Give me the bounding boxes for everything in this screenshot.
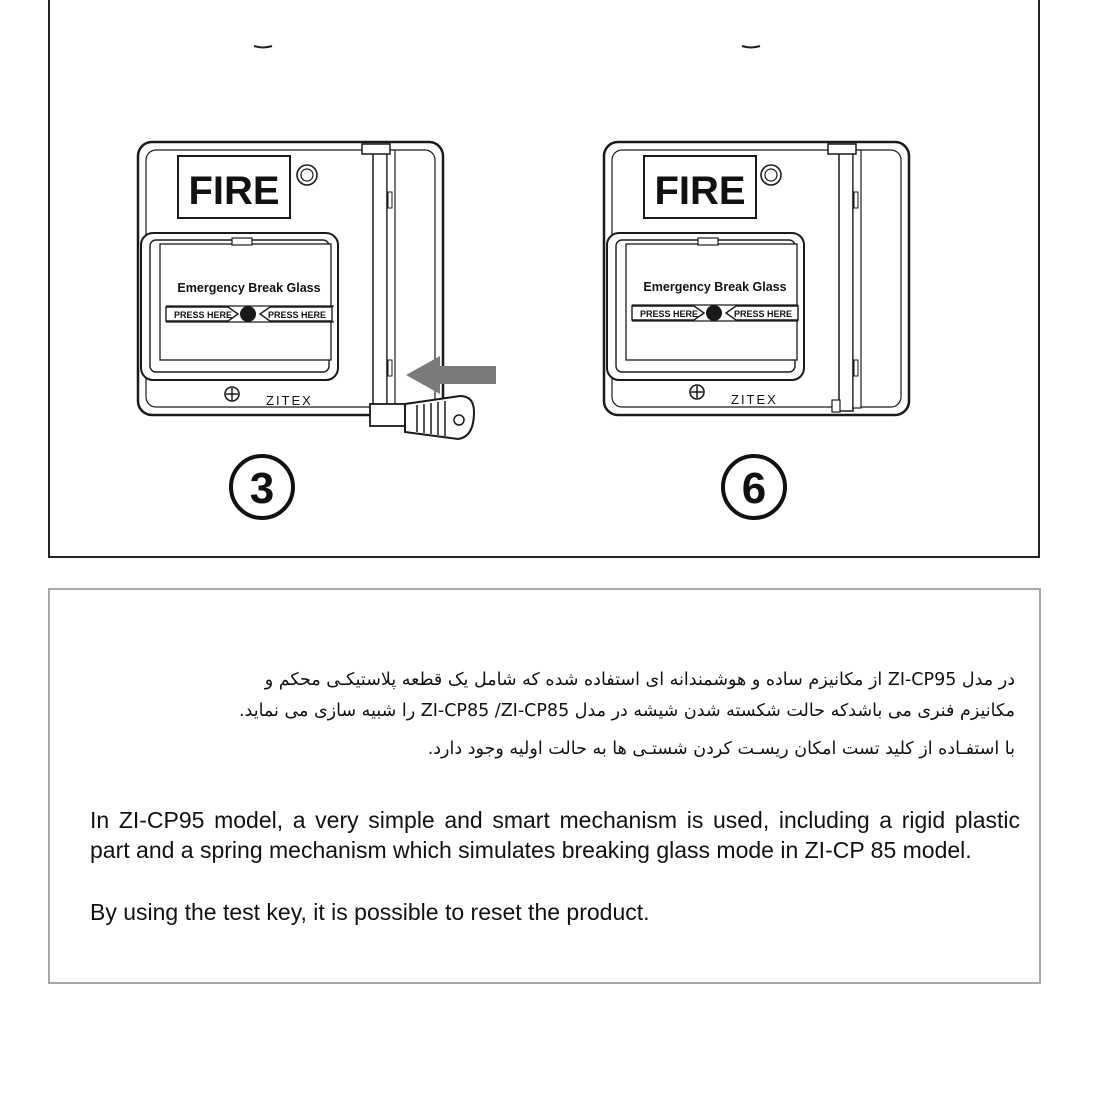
step-number: 6 (741, 464, 767, 513)
circle-fragment (742, 46, 760, 48)
circle-fragment (254, 46, 272, 48)
persian-line-2: مکانیزم فنری می باشدکه حالت شکسته شدن شیشه در مدل ZI-CP85 /ZI-CP85 را شبیه سازی می نماید. (238, 701, 1015, 721)
call-point-device-2 (604, 142, 909, 415)
persian-line-3: با استفـاده از کلید تست امکان ریسـت کردن شستـی ها به حالت اولیه وجود دارد. (427, 739, 1015, 759)
press-here-right-label: PRESS HERE (734, 309, 793, 319)
description-box (48, 588, 1041, 984)
press-here-right-label: PRESS HERE (268, 310, 327, 320)
fire-label: FIRE (188, 169, 280, 213)
brand-logo: ZITEX (731, 392, 778, 407)
press-here-left-label: PRESS HERE (174, 310, 233, 320)
panel-title: Emergency Break Glass (177, 281, 321, 295)
english-last-line: By using the test key, it is possible to reset the product. (90, 899, 650, 925)
persian-line-1: در مدل ZI-CP95 از مکانیزم ساده و هوشمندانه ای استفاده شده که شامل یک قطعه پلاستیکـی محکم و (264, 670, 1015, 690)
panel-title: Emergency Break Glass (643, 280, 787, 294)
press-here-left-label: PRESS HERE (640, 309, 699, 319)
brand-logo: ZITEX (266, 393, 313, 408)
call-point-device-1 (138, 142, 443, 415)
english-paragraph: In ZI-CP95 model, a very simple and smart mechanism is used, including a rigid plastic part and a spring mechanism which simulates breaking glass mode in ZI-CP 85 model. (90, 807, 1020, 863)
fire-label: FIRE (654, 169, 746, 213)
step-number: 3 (249, 464, 275, 513)
